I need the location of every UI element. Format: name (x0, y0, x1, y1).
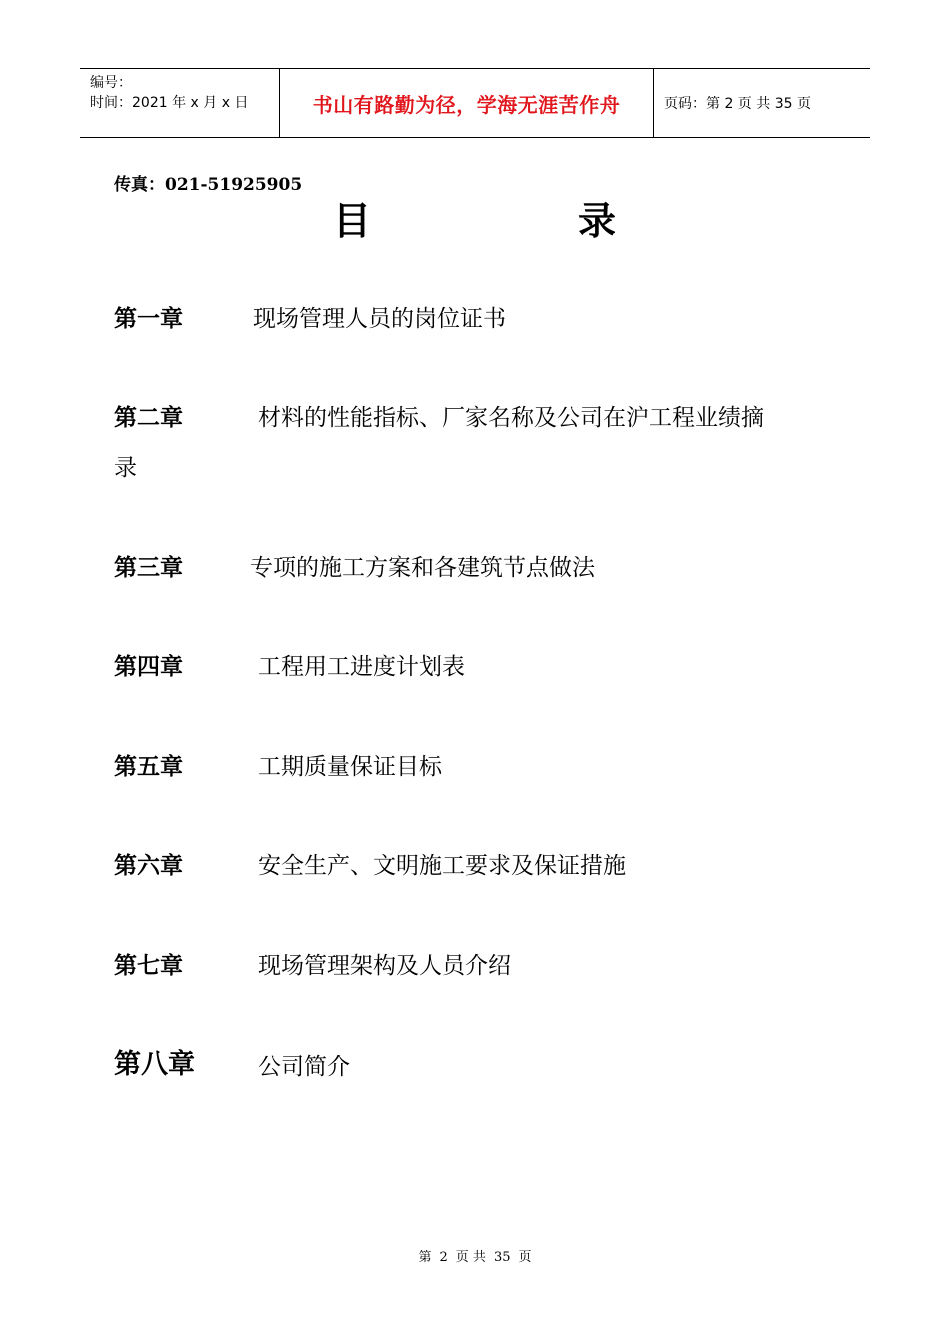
toc-item-1 (0, 304, 950, 334)
page-header (80, 68, 870, 138)
toc-chapter-num: 第四章 (114, 654, 183, 680)
toc-item-5 (0, 752, 950, 782)
toc-item-7 (0, 951, 950, 981)
toc-chapter-num: 第八章 (114, 1049, 195, 1080)
toc-chapter-title-continued: 录 (114, 455, 137, 481)
header-page-label: 页码：第 2 页 共 35 页 (664, 96, 811, 112)
footer-suffix: 页 (518, 1250, 532, 1265)
toc-chapter-num: 第二章 (114, 405, 183, 431)
toc-item-4 (0, 652, 950, 682)
toc-item-8 (0, 1050, 950, 1084)
toc-item-6 (0, 851, 950, 881)
fax-number: 传真：021-51925905 (114, 175, 303, 195)
header-time-label: 时间：2021 年 x 月 x 日 (90, 95, 249, 111)
page-title (0, 196, 950, 246)
toc-chapter-num: 第一章 (114, 306, 183, 332)
toc-chapter-title: 工期质量保证目标 (258, 754, 442, 780)
toc-chapter-title: 材料的性能指标、厂家名称及公司在沪工程业绩摘 (258, 405, 764, 431)
header-meta (80, 69, 280, 137)
toc-chapter-title: 工程用工进度计划表 (258, 654, 465, 680)
page-footer (0, 1246, 950, 1265)
toc-chapter-num: 第七章 (114, 953, 183, 979)
title-right-char: 录 (578, 199, 617, 243)
toc-chapter-title: 专项的施工方案和各建筑节点做法 (250, 555, 595, 581)
toc-item-2 (0, 403, 950, 483)
toc-item-3 (0, 553, 950, 583)
toc-chapter-title: 公司简介 (258, 1054, 350, 1080)
toc-chapter-num: 第六章 (114, 853, 183, 879)
toc-chapter-title: 安全生产、文明施工要求及保证措施 (258, 853, 626, 879)
title-left-char: 目 (333, 199, 372, 243)
toc-chapter-num: 第五章 (114, 754, 183, 780)
toc-chapter-title: 现场管理架构及人员介绍 (258, 953, 511, 979)
toc-chapter-title: 现场管理人员的岗位证书 (253, 306, 506, 332)
header-motto: 书山有路勤为径，学海无涯苦作舟 (280, 69, 654, 137)
toc-chapter-num: 第三章 (114, 555, 183, 581)
footer-total-pages: 35 (493, 1250, 511, 1265)
footer-page-number: 2 (439, 1250, 448, 1265)
header-number-label: 编号： (90, 75, 132, 91)
footer-mid: 页 共 (455, 1250, 486, 1265)
footer-prefix: 第 (418, 1250, 432, 1265)
